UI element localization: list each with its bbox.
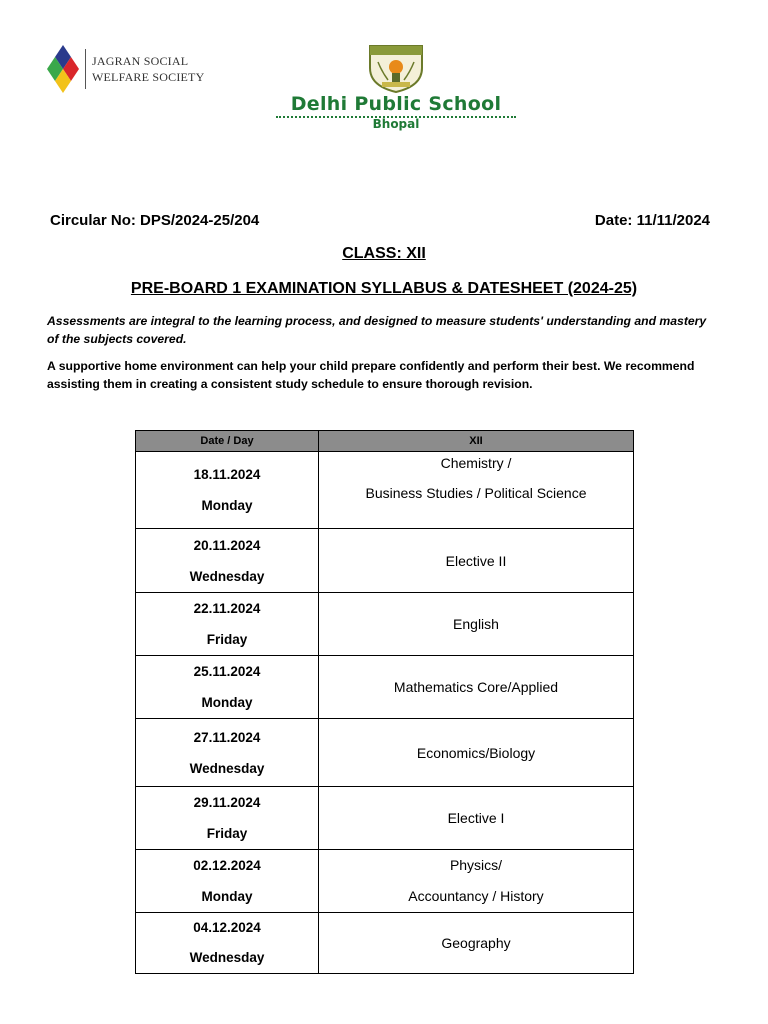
jagran-logo: [47, 45, 204, 93]
date-cell: [136, 719, 319, 787]
table-row: [136, 850, 634, 913]
jagran-logo-text: [92, 53, 204, 85]
table-row: [136, 593, 634, 656]
exam-day: Wednesday: [189, 568, 265, 584]
date-cell: [136, 593, 319, 656]
subject-cell: [319, 593, 634, 656]
date-cell: [136, 656, 319, 719]
subject-line-1: Chemistry /: [440, 455, 512, 471]
date-cell: [136, 913, 319, 974]
header-class: XII: [319, 431, 634, 452]
exam-title: [0, 280, 768, 298]
circular-date: Date: 11/11/2024: [594, 212, 710, 229]
exam-date: 20.11.2024: [193, 537, 261, 553]
logo-divider: [85, 49, 86, 89]
school-crest-icon: [364, 42, 428, 94]
exam-day: Wednesday: [189, 950, 265, 965]
date-cell: [136, 850, 319, 913]
header-date-day: Date / Day: [136, 431, 319, 452]
exam-day: Monday: [201, 498, 253, 513]
exam-title-text: PRE-BOARD 1 EXAMINATION SYLLABUS & DATESHEET (2024-25): [130, 280, 638, 297]
exam-day: Wednesday: [189, 760, 265, 776]
subject-cell: [319, 719, 634, 787]
subject-line-1: Economics/Biology: [416, 744, 536, 761]
date-cell: [136, 452, 319, 529]
exam-day: Monday: [201, 695, 253, 710]
subject-line-1: Elective I: [447, 810, 505, 826]
table-row: [136, 913, 634, 974]
subject-cell: [319, 452, 634, 529]
subject-cell: [319, 656, 634, 719]
exam-date: 29.11.2024: [193, 795, 261, 810]
jagran-line-1: JAGRAN SOCIAL: [92, 54, 189, 68]
subject-line-1: Geography: [441, 935, 511, 951]
table-row: [136, 656, 634, 719]
class-title-text: CLASS: XII: [342, 245, 426, 262]
exam-date: 27.11.2024: [193, 729, 261, 745]
exam-day: Friday: [206, 632, 248, 647]
subject-cell: [319, 787, 634, 850]
subject-line-1: Elective II: [445, 552, 507, 569]
jagran-line-2: WELFARE SOCIETY: [92, 70, 205, 84]
date-cell: [136, 787, 319, 850]
subject-line-1: English: [453, 616, 499, 632]
table-row: [136, 719, 634, 787]
table-row: [136, 787, 634, 850]
exam-day: Monday: [201, 889, 253, 904]
jagran-diamond-logo-icon: [47, 45, 79, 93]
home-support-paragraph: A supportive home environment can help your child prepare confidently and perform their best. We recommend assisting them in creating a consistent study schedule to ensure thorough revision.: [47, 359, 695, 391]
school-name: Delhi Public School: [290, 93, 502, 115]
datesheet-table: [135, 430, 634, 974]
subject-cell: [319, 850, 634, 913]
assessment-paragraph: Assessments are integral to the learning process, and designed to measure students' understanding and mastery of the subjects covered.: [47, 314, 707, 346]
exam-day: Friday: [206, 826, 248, 841]
subject-line-1: Mathematics Core/Applied: [393, 679, 559, 695]
subject-line-2: Business Studies / Political Science: [365, 485, 587, 501]
subject-line-1: Physics/: [449, 857, 503, 873]
table-row: [136, 452, 634, 529]
subject-cell: [319, 913, 634, 974]
subject-cell: [319, 529, 634, 593]
class-title: [0, 245, 768, 263]
circular-number: Circular No: DPS/2024-25/204: [50, 212, 260, 229]
table-row: [136, 529, 634, 593]
exam-date: 18.11.2024: [193, 467, 261, 482]
subject-line-2: Accountancy / History: [408, 888, 544, 904]
exam-date: 22.11.2024: [193, 601, 261, 616]
circular-row: [50, 212, 710, 229]
date-cell: [136, 529, 319, 593]
exam-date: 02.12.2024: [193, 858, 261, 873]
dps-logo: [272, 42, 520, 130]
exam-date: 04.12.2024: [193, 920, 261, 935]
exam-date: 25.11.2024: [193, 664, 261, 679]
school-city: Bhopal: [372, 117, 420, 131]
